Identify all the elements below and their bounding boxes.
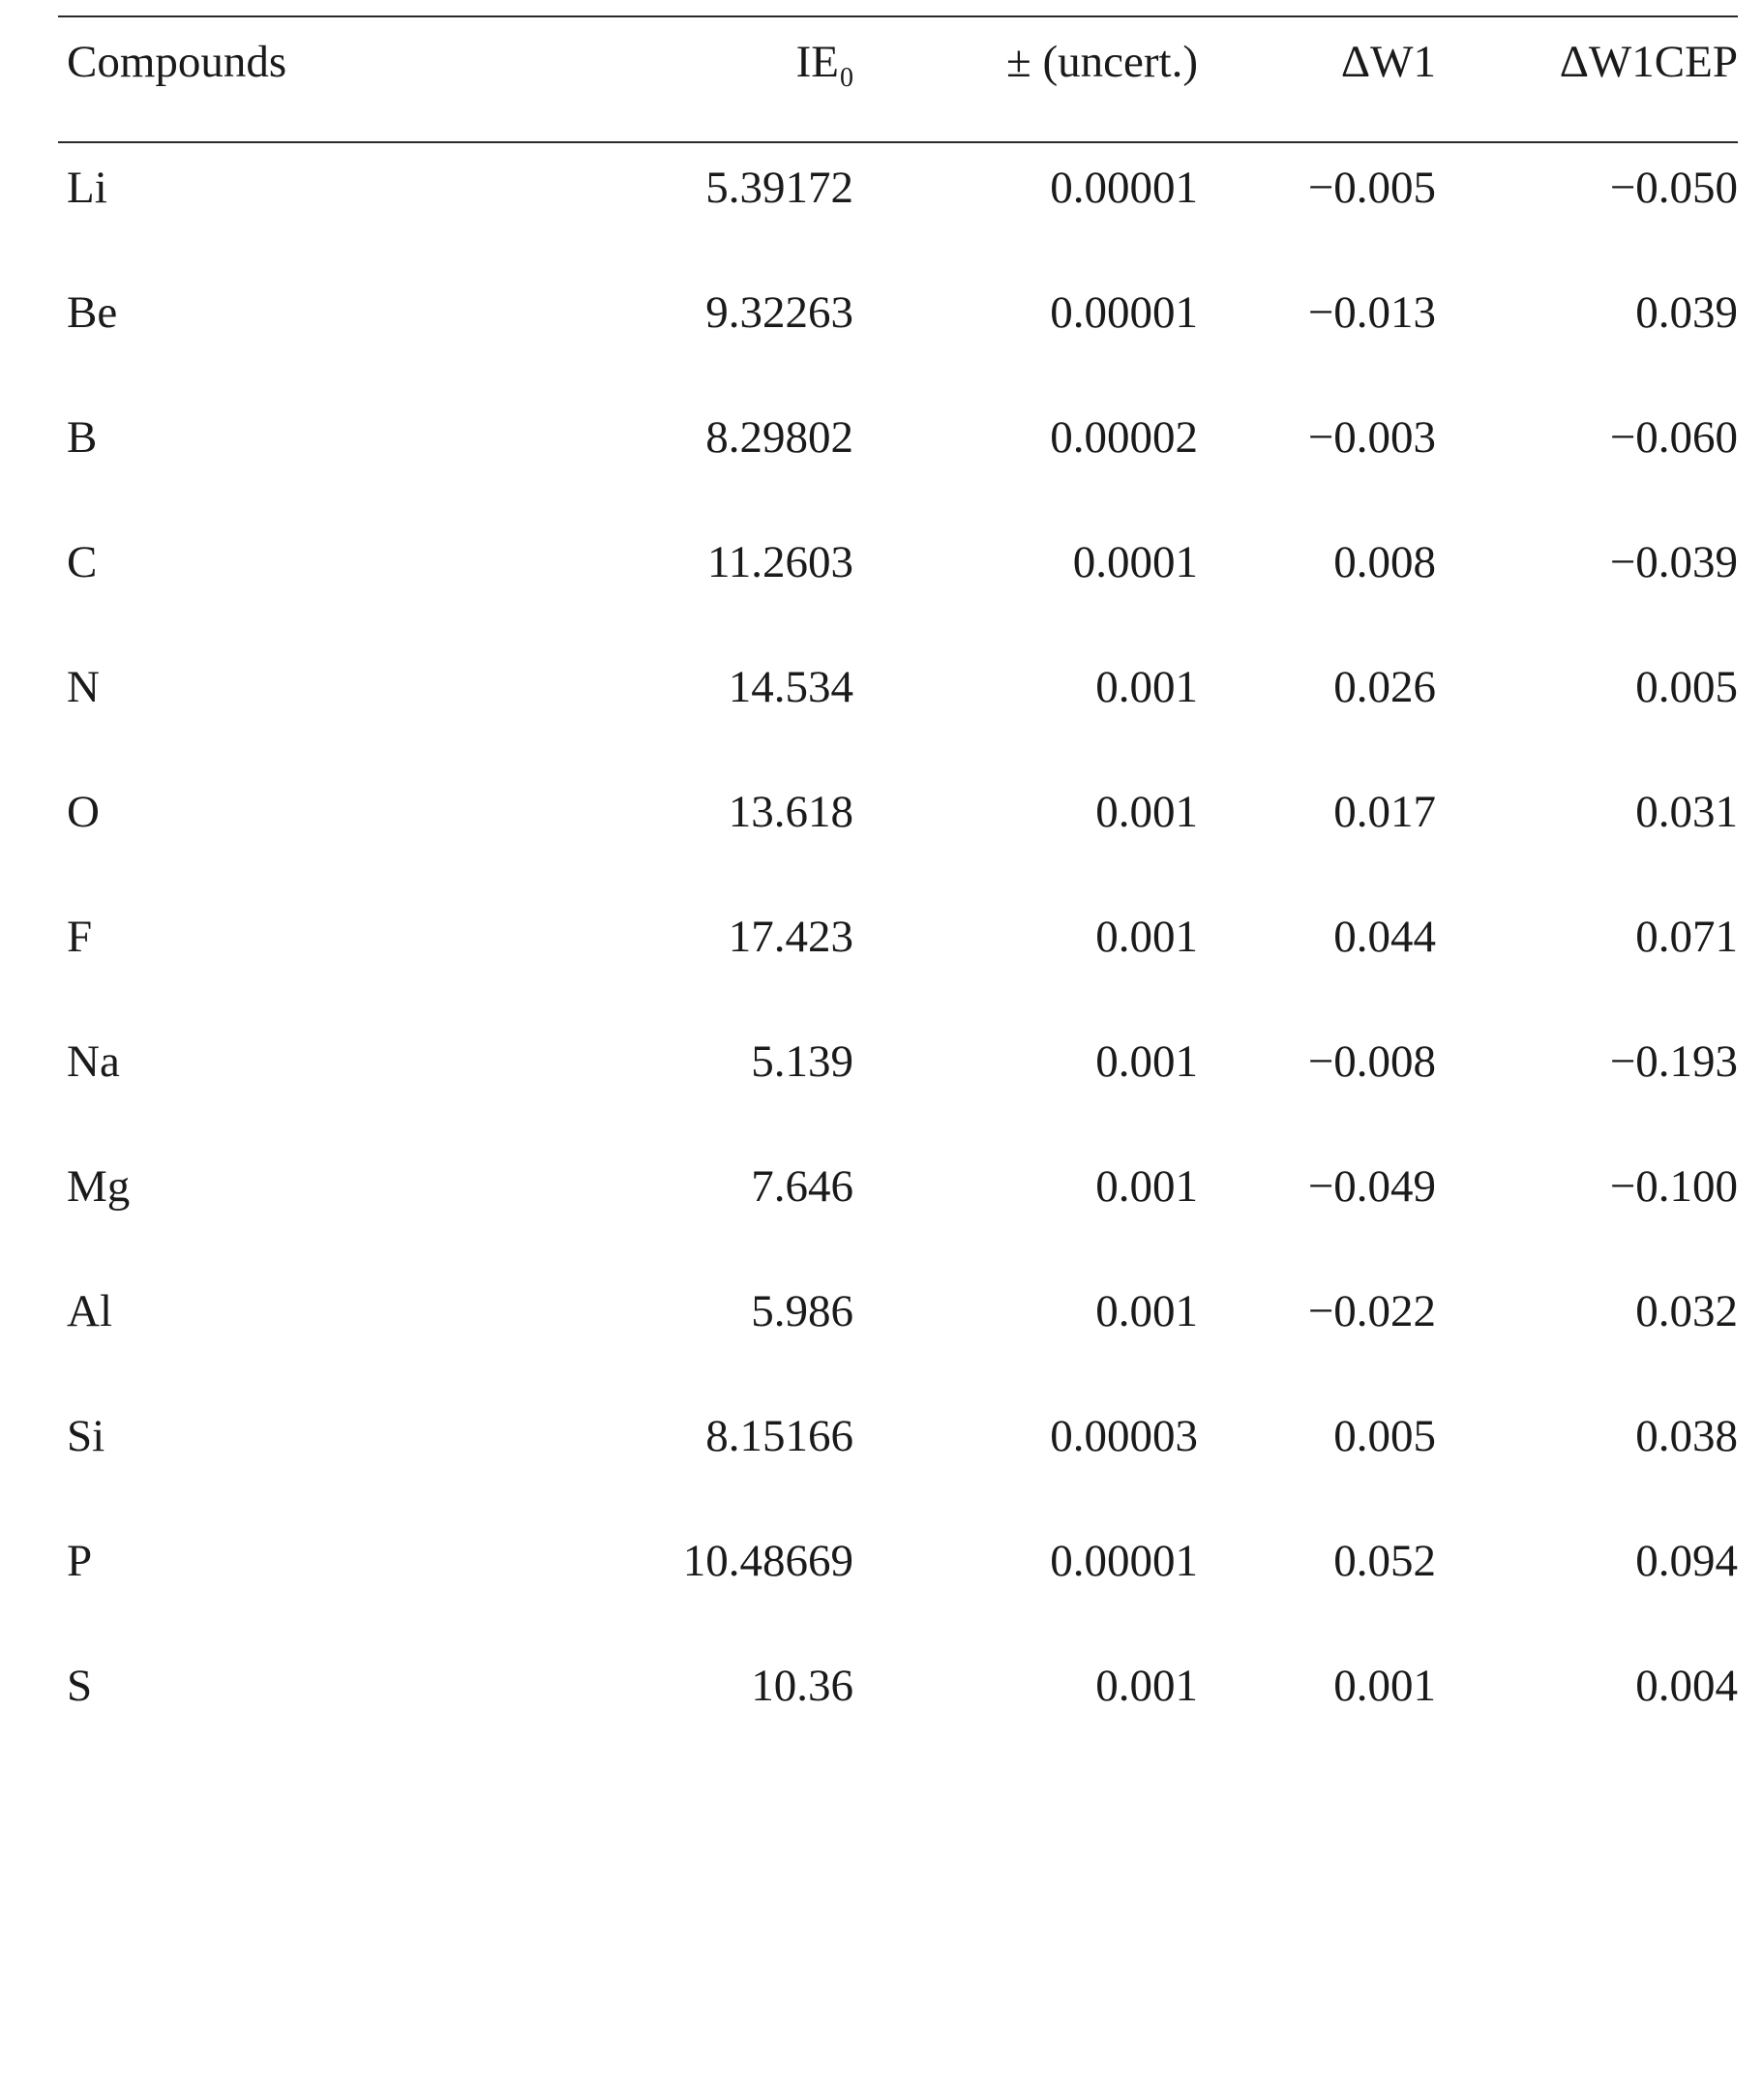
cell-ie0: 5.39172 <box>705 163 853 213</box>
cell-compound: Li <box>67 163 107 213</box>
table-row <box>58 143 1738 268</box>
table-row <box>58 767 1738 892</box>
cell-dw1: 0.026 <box>1333 662 1436 712</box>
cell-ie0: 5.986 <box>751 1286 853 1336</box>
table-row <box>58 1267 1738 1392</box>
cell-compound: B <box>67 412 98 463</box>
cell-compound: Na <box>67 1036 120 1087</box>
cell-dw1cep: 0.004 <box>1635 1661 1738 1711</box>
cell-ie0: 8.29802 <box>705 412 853 463</box>
cell-compound: P <box>67 1536 93 1586</box>
cell-dw1: 0.005 <box>1333 1411 1436 1461</box>
cell-dw1cep: −0.050 <box>1609 163 1738 213</box>
cell-compound: C <box>67 537 98 587</box>
table-header-row <box>58 17 1738 143</box>
table-row <box>58 1516 1738 1641</box>
table-row <box>58 518 1738 643</box>
cell-dw1: −0.005 <box>1307 163 1436 213</box>
header-ie-main: IE <box>795 37 839 87</box>
header-ie0 <box>796 33 853 107</box>
cell-uncert: 0.00001 <box>1050 1536 1198 1586</box>
cell-compound: O <box>67 787 100 837</box>
cell-compound: Al <box>67 1286 112 1336</box>
cell-dw1cep: 0.094 <box>1635 1536 1738 1586</box>
cell-dw1: 0.044 <box>1333 912 1436 962</box>
cell-dw1: 0.017 <box>1333 787 1436 837</box>
cell-compound: Mg <box>67 1161 131 1212</box>
cell-uncert: 0.001 <box>1095 1161 1198 1212</box>
cell-ie0: 5.139 <box>751 1036 853 1087</box>
header-dw1: ΔW1 <box>1340 37 1436 87</box>
cell-dw1: −0.049 <box>1307 1161 1436 1212</box>
cell-ie0: 8.15166 <box>705 1411 853 1461</box>
cell-compound: Si <box>67 1411 105 1461</box>
cell-ie0: 9.32263 <box>705 287 853 338</box>
cell-ie0: 17.423 <box>728 912 853 962</box>
cell-uncert: 0.001 <box>1095 1286 1198 1336</box>
cell-uncert: 0.00001 <box>1050 163 1198 213</box>
table-row <box>58 268 1738 393</box>
cell-dw1cep: 0.039 <box>1635 287 1738 338</box>
cell-uncert: 0.001 <box>1095 912 1198 962</box>
cell-ie0: 13.618 <box>728 787 853 837</box>
cell-ie0: 10.48669 <box>682 1536 853 1586</box>
table-row <box>58 393 1738 518</box>
cell-uncert: 0.001 <box>1095 1036 1198 1087</box>
table-row <box>58 1641 1738 1766</box>
cell-compound: N <box>67 662 100 712</box>
cell-compound: F <box>67 912 93 962</box>
cell-dw1cep: 0.032 <box>1635 1286 1738 1336</box>
table-row <box>58 643 1738 767</box>
header-ie-subscript: 0 <box>840 63 853 93</box>
table-body <box>58 143 1738 1766</box>
cell-compound: S <box>67 1661 93 1711</box>
cell-uncert: 0.001 <box>1095 662 1198 712</box>
cell-ie0: 11.2603 <box>706 537 853 587</box>
cell-dw1: −0.008 <box>1307 1036 1436 1087</box>
cell-dw1: −0.013 <box>1307 287 1436 338</box>
cell-uncert: 0.001 <box>1095 1661 1198 1711</box>
cell-uncert: 0.00001 <box>1050 287 1198 338</box>
cell-dw1cep: 0.031 <box>1635 787 1738 837</box>
table-row <box>58 1142 1738 1267</box>
cell-dw1cep: −0.039 <box>1609 537 1738 587</box>
cell-dw1cep: 0.005 <box>1635 662 1738 712</box>
table-row <box>58 1392 1738 1516</box>
data-table <box>58 15 1738 1766</box>
table-row <box>58 892 1738 1017</box>
cell-dw1cep: −0.060 <box>1609 412 1738 463</box>
cell-uncert: 0.001 <box>1095 787 1198 837</box>
cell-ie0: 10.36 <box>751 1661 853 1711</box>
cell-dw1: 0.001 <box>1333 1661 1436 1711</box>
header-compounds: Compounds <box>67 37 287 87</box>
cell-dw1cep: 0.071 <box>1635 912 1738 962</box>
cell-compound: Be <box>67 287 118 338</box>
cell-dw1: 0.052 <box>1333 1536 1436 1586</box>
cell-uncert: 0.00003 <box>1050 1411 1198 1461</box>
cell-uncert: 0.0001 <box>1072 537 1198 587</box>
cell-dw1: 0.008 <box>1333 537 1436 587</box>
cell-dw1cep: 0.038 <box>1635 1411 1738 1461</box>
cell-uncert: 0.00002 <box>1050 412 1198 463</box>
header-dw1cep: ΔW1CEP <box>1559 37 1738 87</box>
table-row <box>58 1017 1738 1142</box>
cell-dw1cep: −0.193 <box>1609 1036 1738 1087</box>
cell-ie0: 14.534 <box>728 662 853 712</box>
header-uncert: ± (uncert.) <box>1005 37 1198 87</box>
cell-ie0: 7.646 <box>751 1161 853 1212</box>
cell-dw1: −0.003 <box>1307 412 1436 463</box>
cell-dw1cep: −0.100 <box>1609 1161 1738 1212</box>
cell-dw1: −0.022 <box>1307 1286 1436 1336</box>
